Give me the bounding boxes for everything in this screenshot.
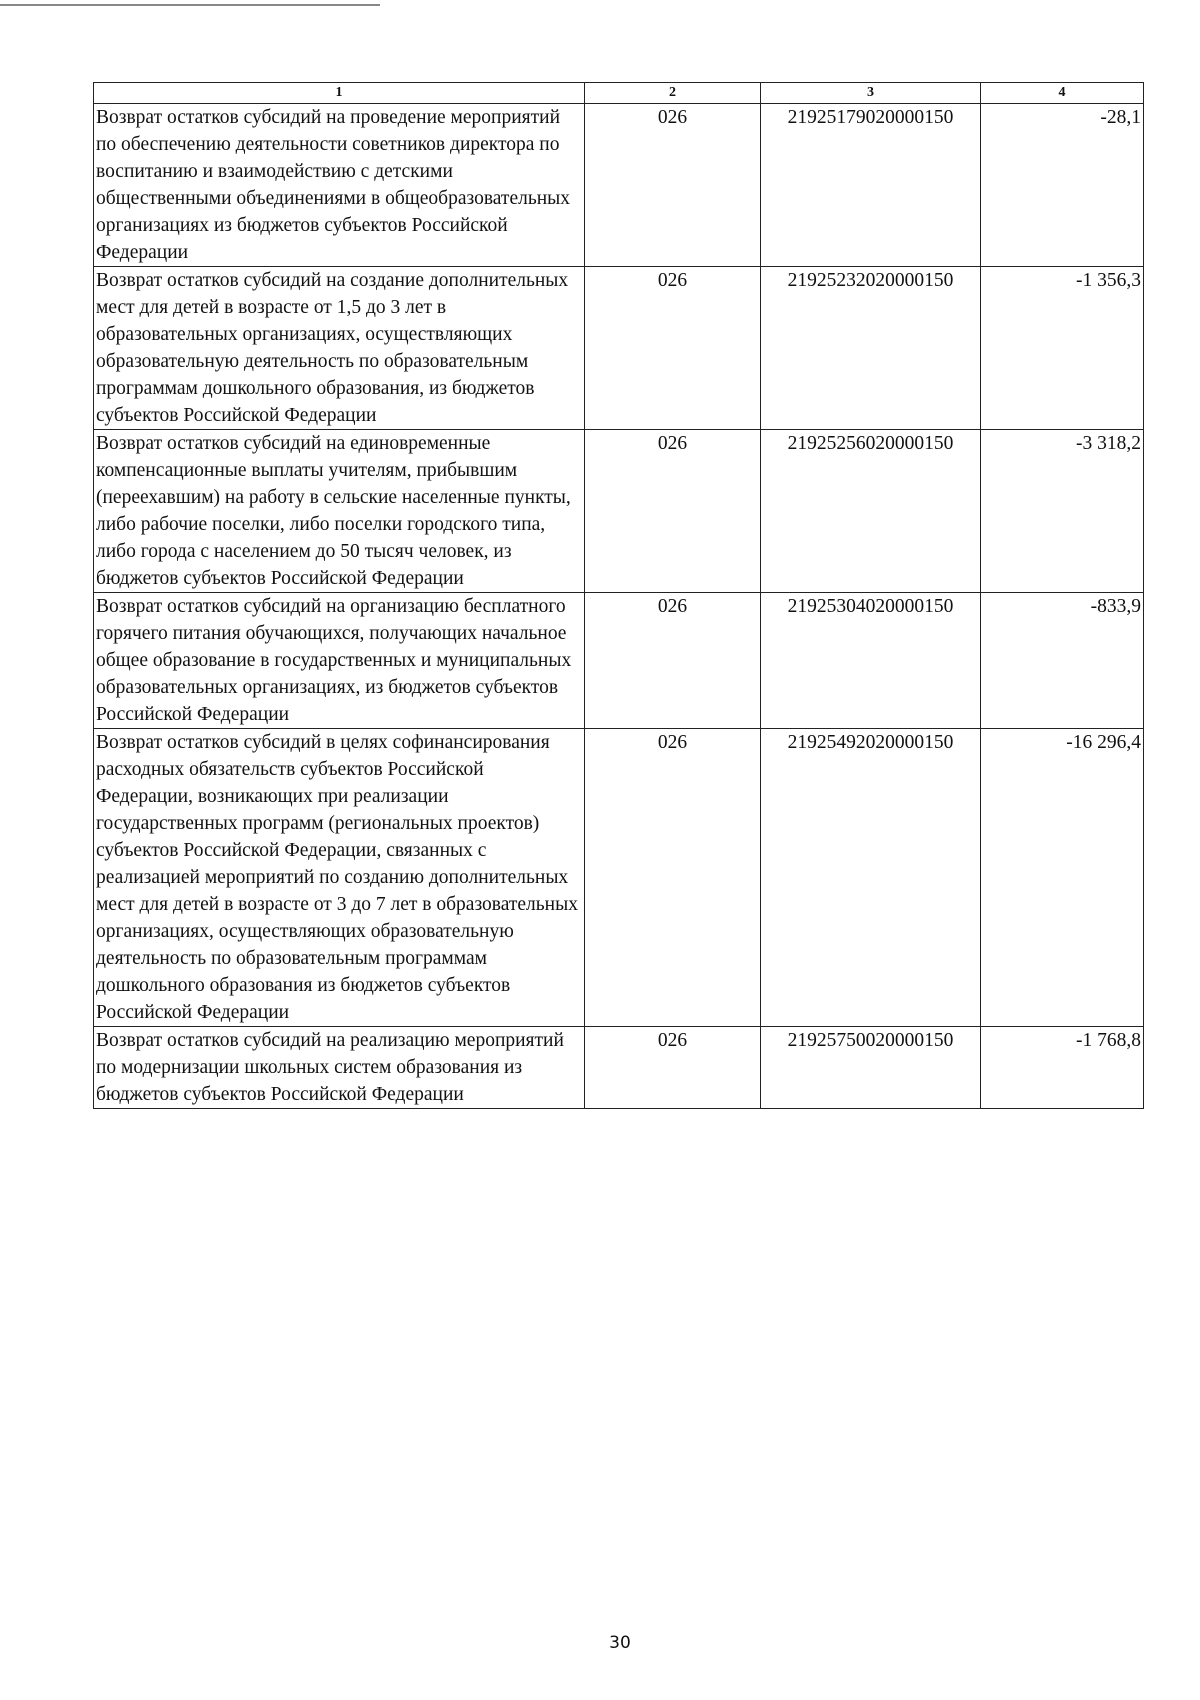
row-admin-code: 026: [585, 267, 761, 430]
row-description: Возврат остатков субсидий в целях софинансирования расходных обязательств субъектов Российской Федерации, возникающих при реализации государственных программ (региональных проектов) субъектов Российской Федерации, связанных с реализацией мероприятий по созданию дополнительных мест для детей в возрасте от 3 до 7 лет в образовательных организациях, осуществляющих образовательную деятельность по образовательным программам дошкольного образования из бюджетов субъектов Российской Федерации: [94, 729, 585, 1027]
row-budget-code: 21925179020000150: [761, 104, 981, 267]
row-amount: -3 318,2: [981, 430, 1144, 593]
table-row: [94, 267, 1144, 430]
row-admin-code: 026: [585, 104, 761, 267]
row-budget-code: 21925750020000150: [761, 1027, 981, 1109]
row-budget-code: 21925492020000150: [761, 729, 981, 1027]
column-header-3: 3: [761, 83, 981, 104]
row-amount: -833,9: [981, 593, 1144, 729]
budget-table: [93, 82, 1144, 1109]
column-header-2: 2: [585, 83, 761, 104]
row-description: Возврат остатков субсидий на организацию бесплатного горячего питания обучающихся, получающих начальное общее образование в государственных и муниципальных образовательных организациях, из бюджетов субъектов Российской Федерации: [94, 593, 585, 729]
table-row: [94, 430, 1144, 593]
row-amount: -16 296,4: [981, 729, 1144, 1027]
row-amount: -1 356,3: [981, 267, 1144, 430]
row-budget-code: 21925256020000150: [761, 430, 981, 593]
row-description: Возврат остатков субсидий на проведение мероприятий по обеспечению деятельности советников директора по воспитанию и взаимодействию с детскими общественными объединениями в общеобразовательных организациях из бюджетов субъектов Российской Федерации: [94, 104, 585, 267]
table-row: [94, 729, 1144, 1027]
row-description: Возврат остатков субсидий на реализацию мероприятий по модернизации школьных систем образования из бюджетов субъектов Российской Федерации: [94, 1027, 585, 1109]
row-admin-code: 026: [585, 430, 761, 593]
column-header-4: 4: [981, 83, 1144, 104]
table-header-row: [94, 83, 1144, 104]
row-amount: -28,1: [981, 104, 1144, 267]
column-header-1: 1: [94, 83, 585, 104]
table-row: [94, 1027, 1144, 1109]
top-rule-divider: [0, 4, 380, 6]
page-number: 30: [609, 1633, 631, 1653]
row-description: Возврат остатков субсидий на создание дополнительных мест для детей в возрасте от 1,5 до 3 лет в образовательных организациях, осуществляющих образовательную деятельность по образовательным программам дошкольного образования, из бюджетов субъектов Российской Федерации: [94, 267, 585, 430]
row-budget-code: 21925232020000150: [761, 267, 981, 430]
row-amount: -1 768,8: [981, 1027, 1144, 1109]
row-admin-code: 026: [585, 593, 761, 729]
table-row: [94, 104, 1144, 267]
row-description: Возврат остатков субсидий на единовременные компенсационные выплаты учителям, прибывшим (переехавшим) на работу в сельские населенные пункты, либо рабочие поселки, либо поселки городского типа, либо города с населением до 50 тысяч человек, из бюджетов субъектов Российской Федерации: [94, 430, 585, 593]
table-row: [94, 593, 1144, 729]
row-admin-code: 026: [585, 1027, 761, 1109]
row-admin-code: 026: [585, 729, 761, 1027]
row-budget-code: 21925304020000150: [761, 593, 981, 729]
